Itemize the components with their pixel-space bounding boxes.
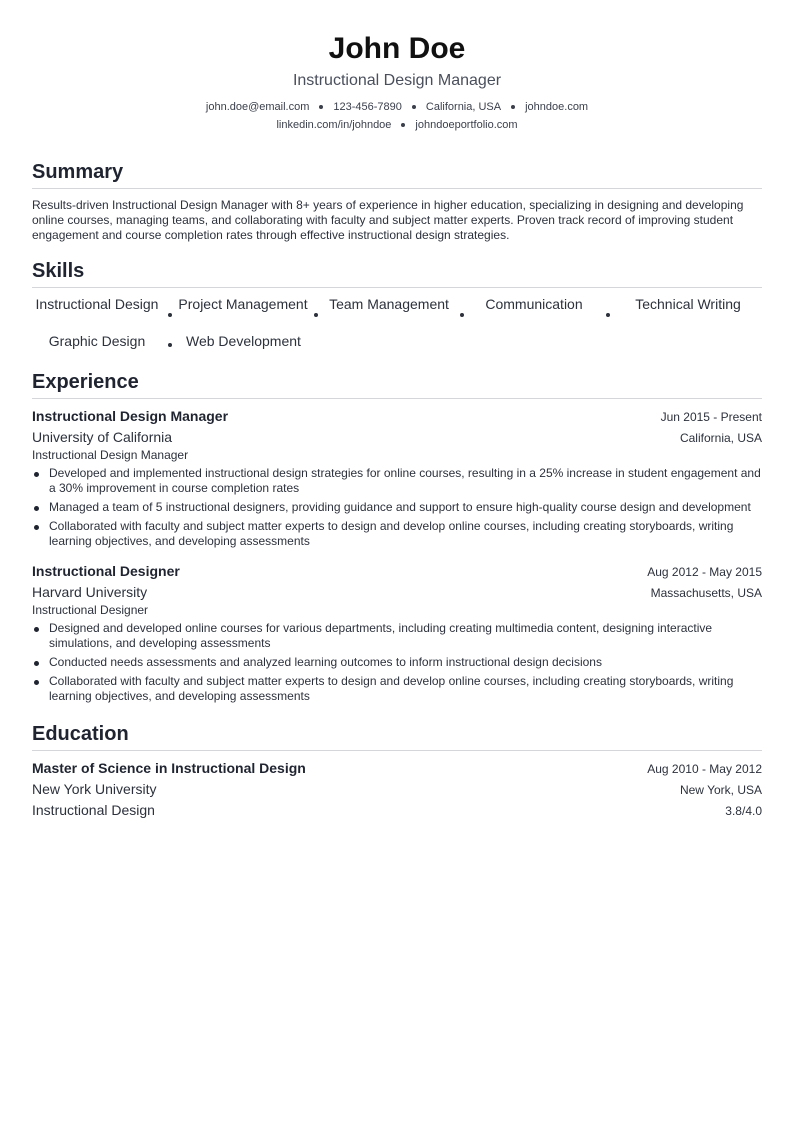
bullet-text: Conducted needs assessments and analyzed learning outcomes to inform instructional design decisions (49, 655, 602, 669)
bullet-icon (34, 472, 39, 477)
education-section (32, 722, 762, 819)
section-heading: Summary (32, 161, 124, 183)
section-heading: Education (32, 723, 129, 745)
job-role: Instructional Designer (32, 603, 149, 617)
candidate-name: John Doe (328, 32, 466, 65)
bullet-text: Managed a team of 5 instructional designers, providing guidance and support to ensure high-quality course design and development (49, 500, 751, 514)
skill-item: Technical Writing (635, 296, 741, 312)
separator-dot (168, 343, 172, 347)
education-dates: Aug 2010 - May 2012 (647, 762, 762, 776)
job-title: Instructional Designer (32, 563, 180, 579)
contact-location: California, USA (425, 101, 502, 113)
contact-line-1 (32, 100, 762, 114)
education-degree: Master of Science in Instructional Design (32, 760, 306, 776)
list-item (32, 500, 762, 515)
section-divider (32, 750, 762, 751)
experience-section (32, 370, 762, 704)
list-item (32, 674, 762, 704)
job-dates: Jun 2015 - Present (660, 410, 762, 424)
separator-dot (401, 123, 405, 127)
list-item (32, 519, 762, 549)
candidate-title: Instructional Design Manager (292, 72, 502, 89)
education-school: New York University (32, 781, 157, 797)
bullet-icon (34, 506, 39, 511)
summary-text: Results-driven Instructional Design Manager with 8+ years of experience in higher education, specializing in designing and developing online courses, managing teams, and collaborating with faculty and subject matter experts. Proven track record of improving student engagement and course completion rates through effective instructional design strategies. (32, 198, 744, 242)
job-dates: Aug 2012 - May 2015 (647, 565, 762, 579)
contact-portfolio[interactable]: johndoeportfolio.com (415, 119, 518, 131)
education-gpa: 3.8/4.0 (725, 804, 762, 818)
separator-dot (606, 313, 610, 317)
bullet-text: Collaborated with faculty and subject matter experts to design and develop online courses, including creating storyboards, writing learning objectives, and developing assessments (49, 674, 734, 703)
contact-website[interactable]: johndoe.com (525, 101, 589, 113)
skill-item: Instructional Design (35, 296, 159, 312)
separator-dot (319, 105, 323, 109)
list-item (32, 655, 762, 670)
list-item (32, 466, 762, 496)
skill-item: Team Management (329, 296, 449, 312)
separator-dot (511, 105, 515, 109)
separator-dot (168, 313, 172, 317)
separator-dot (460, 313, 464, 317)
separator-dot (412, 105, 416, 109)
section-divider (32, 398, 762, 399)
bullet-icon (34, 627, 39, 632)
section-heading: Skills (32, 260, 85, 282)
job-location: Massachusetts, USA (650, 586, 762, 600)
skill-item: Graphic Design (48, 333, 146, 349)
contact-line-2 (32, 118, 762, 132)
job-bullets (32, 621, 762, 704)
job-title: Instructional Design Manager (32, 408, 229, 424)
education-location: New York, USA (679, 783, 762, 797)
job-bullets (32, 466, 762, 549)
resume-header (32, 0, 762, 132)
contact-email[interactable]: john.doe@email.com (205, 101, 310, 113)
bullet-icon (34, 525, 39, 530)
bullet-text: Developed and implemented instructional design strategies for online courses, resulting in a 25% increase in student engagement and a 30% improvement in course completion rates (49, 466, 761, 495)
separator-dot (314, 313, 318, 317)
contact-linkedin[interactable]: linkedin.com/in/johndoe (276, 119, 392, 131)
skills-section (32, 259, 762, 354)
bullet-icon (34, 661, 39, 666)
education-field: Instructional Design (32, 802, 155, 818)
section-divider (32, 188, 762, 189)
section-divider (32, 287, 762, 288)
contact-phone[interactable]: 123-456-7890 (333, 101, 402, 113)
bullet-text: Collaborated with faculty and subject matter experts to design and develop online courses, including creating storyboards, writing learning objectives, and developing assessments (49, 519, 734, 548)
skill-item: Communication (485, 296, 583, 312)
summary-section (32, 160, 762, 243)
skill-item: Project Management (178, 296, 308, 312)
skill-item: Web Development (186, 333, 301, 349)
job-role: Instructional Design Manager (32, 448, 189, 462)
job-company: Harvard University (32, 584, 148, 600)
job-entry (32, 562, 762, 704)
bullet-text: Designed and developed online courses for various departments, including creating multimedia content, designing interactive simulations, and developing assessments (49, 621, 713, 650)
list-item (32, 621, 762, 651)
job-company: University of California (32, 429, 173, 445)
bullet-icon (34, 680, 39, 685)
job-location: California, USA (679, 431, 762, 445)
resume-page (32, 0, 762, 819)
section-heading: Experience (32, 371, 139, 393)
skills-list (32, 296, 762, 354)
job-entry (32, 407, 762, 549)
